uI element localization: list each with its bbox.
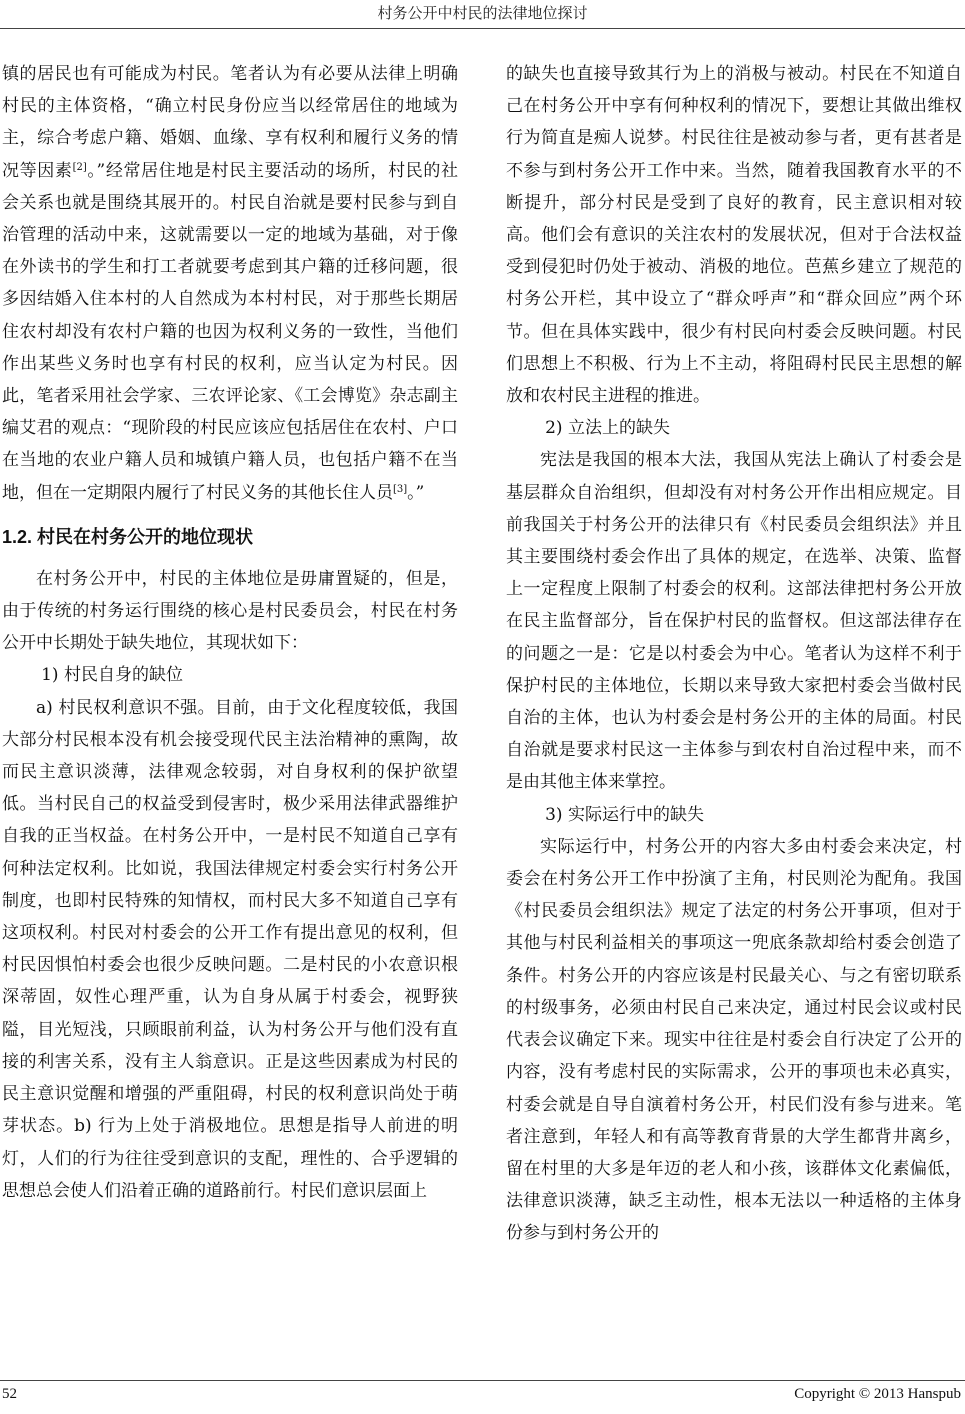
paragraph-text: 。”: [407, 482, 425, 503]
subsection-heading: 1) 村民自身的缺位: [41, 665, 183, 686]
right-column: [506, 58, 962, 1250]
subsection-heading: 2) 立法上的缺失: [545, 418, 670, 439]
paragraph-text: 镇的居民也有可能成为村民。笔者认为有必要从法律上明确村民的主体资格，“确立村民身份应当以经常居住的地域为主，综合考虑户籍、婚姻、血缘、享有权利和履行义务的情况等因素: [2, 64, 458, 181]
page-number: 52: [2, 1386, 17, 1402]
paragraph: a) 村民权利意识不强。目前，由于文化程度较低，我国大部分村民根本没有机会接受现代民主法治精神的熏陶，故而民主意识淡薄，法律观念较弱，对自身权利的保护欲望低。当村民自己的权益受到侵害时，极少采用法律武器维护自我的正当权益。在村务公开中，一是村民不知道自己享有何种法定权利。比如说，我国法律规定村委会实行村务公开制度，也即村民特殊的知情权，而村民大多不知道自己享有这项权利。村民对村委会的公开工作有提出意见的权利，但村民因惧怕村委会也很少反映问题。二是村民的小农意识根深蒂固，奴性心理严重，认为自身从属于村委会，视野狭隘，目光短浅，只顾眼前利益，认为村务公开与他们没有直接的利害关系，没有主人翁意识。正是这些因素成为村民的民主意识觉醒和增强的严重阻碍，村民的权利意识尚处于萌芽状态。b) 行为上处于消极地位。思想是指导人前进的明灯，人们的行为往往受到意识的支配，理性的、合乎逻辑的思想总会使人们沿着正确的道路前行。村民们意识层面上: [2, 697, 458, 1201]
paragraph-text: 。”经常居住地是村民主要活动的场所，村民的社会关系也就是围绕其展开的。村民自治就是要村民参与到自治管理的活动中来，这就需要以一定的地域为基础，对于像在外读书的学生和打工者就要考虑到其户籍的迁移问题，很多因结婚入住本村的人自然成为本村村民，对于那些长期居住农村却没有农村户籍的也因为权利义务的一致性，当他们作出某些义务时也享有村民的权利，应当认定为村民。因此，笔者采用社会学家、三农评论家、《工会博览》杂志副主编艾君的观点：“现阶段的村民应该应包括居住在农村、户口在当地的农业户籍人员和城镇户籍人员，也包括户籍不在当地，但在一定期限内履行了村民义务的其他长住人员: [2, 160, 458, 503]
paragraph: 宪法是我国的根本大法，我国从宪法上确认了村委会是基层群众自治组织，但却没有对村务公开作出相应规定。目前我国关于村务公开的法律只有《村民委员会组织法》并且其主要围绕村委会作出了具体的规定，在选举、决策、监督上一定程度上限制了村委会的权利。这部法律把村务公开放在民主监督部分，旨在保护村民的监督权。但这部法律存在的问题之一是：它是以村委会为中心。笔者认为这样不利于保护村民的主体地位，长期以来导致大家把村委会当做村民自治的主体，也认为村委会是村务公开的主体的局面。村民自治就是要求村民这一主体参与到农村自治过程中来，而不是由其他主体来掌控。: [506, 450, 962, 793]
section-heading: 1.2. 村民在村务公开的地位现状: [2, 526, 254, 547]
header-rule: [0, 28, 965, 29]
running-header: 村务公开中村民的法律地位探讨: [377, 4, 588, 22]
paragraph: [2, 58, 458, 509]
copyright-notice: Copyright © 2013 Hanspub: [794, 1386, 961, 1402]
paragraph: 实际运行中，村务公开的内容大多由村委会来决定，村委会在村务公开工作中扮演了主角，村民则沦为配角。我国《村民委员会组织法》规定了法定的村务公开事项，但对于其他与村民利益相关的事项这一兜底条款却给村委会创造了条件。村务公开的内容应该是村民最关心、与之有密切联系的村级事务，必须由村民自己来决定，通过村民会议或村民代表会议确定下来。现实中往往是村委会自行决定了公开的内容，没有考虑村民的实际需求，公开的事项也未必真实，村委会就是自导自演着村务公开，村民们没有参与进来。笔者注意到，年轻人和有高等教育背景的大学生都背井离乡，留在村里的大多是年迈的老人和小孩，该群体文化素偏低，法律意识淡薄，缺乏主动性，根本无法以一种适格的主体身份参与到村务公开的: [506, 836, 962, 1244]
citation-ref[interactable]: [2]: [72, 161, 87, 173]
footer-rule: [0, 1380, 965, 1381]
paragraph: 的缺失也直接导致其行为上的消极与被动。村民在不知道自己在村务公开中享有何种权利的情况下，要想让其做出维权行为简直是痴人说梦。村民往往是被动参与者，更有甚者是不参与到村务公开工作中来。当然，随着我国教育水平的不断提升，部分村民是受到了良好的教育，民主意识相对较高。他们会有意识的关注农村的发展状况，但对于合法权益受到侵犯时仍处于被动、消极的地位。芭蕉乡建立了规范的村务公开栏，其中设立了“群众呼声”和“群众回应”两个环节。但在具体实践中，很少有村民向村委会反映问题。村民们思想上不积极、行为上不主动，将阻碍村民民主思想的解放和农村民主进程的推进。: [506, 64, 962, 407]
citation-ref[interactable]: [3]: [393, 483, 408, 495]
paragraph: 在村务公开中，村民的主体地位是毋庸置疑的，但是，由于传统的村务运行围绕的核心是村民委员会，村民在村务公开中长期处于缺失地位，其现状如下：: [2, 568, 458, 654]
subsection-heading: 3) 实际运行中的缺失: [545, 804, 704, 825]
left-column: [2, 58, 458, 1207]
